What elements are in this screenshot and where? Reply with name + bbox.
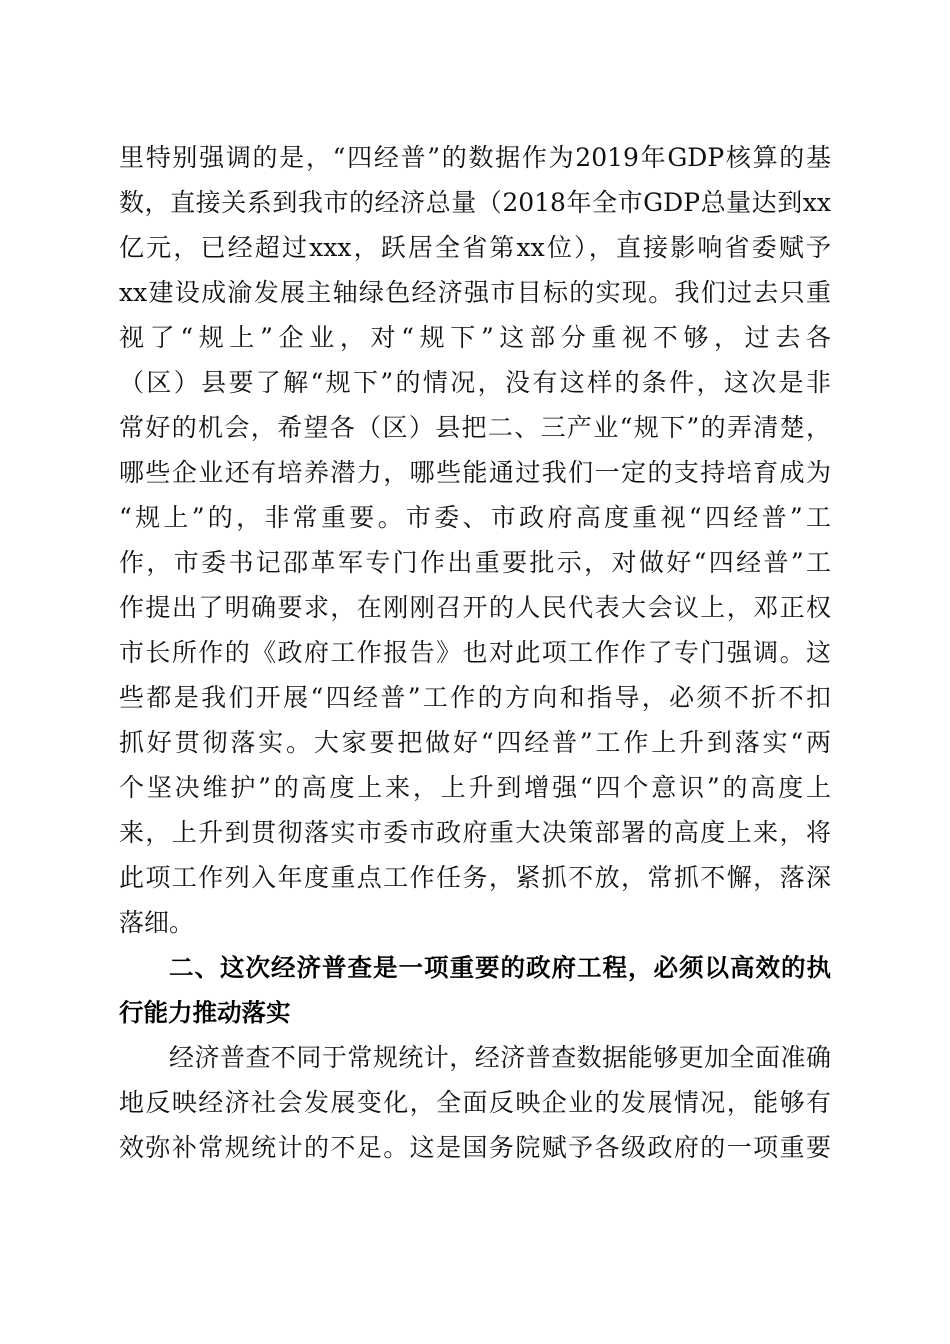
text-line: 来，上升到贯彻落实市委市政府重大决策部署的高度上来，将 xyxy=(119,818,831,847)
text-line: “规上”的，非常重要。市委、市政府高度重视“四经普”工 xyxy=(119,503,831,532)
text-line: 此项工作列入年度重点工作任务，紧抓不放，常抓不懈，落深 xyxy=(119,863,831,892)
text-line: 里特别强调的是，“四经普”的数据作为2019年GDP核算的基 xyxy=(119,143,831,172)
text-line: 作提出了明确要求，在刚刚召开的人民代表大会议上，邓正权 xyxy=(119,593,831,622)
text-line: （区）县要了解“规下”的情况，没有这样的条件，这次是非 xyxy=(119,368,831,397)
text-line: 市长所作的《政府工作报告》也对此项工作作了专门强调。这 xyxy=(119,638,831,667)
text-line: 数，直接关系到我市的经济总量（2018年全市GDP总量达到xx xyxy=(119,188,831,217)
text-line: 抓好贯彻落实。大家要把做好“四经普”工作上升到落实“两 xyxy=(119,728,831,757)
text-line: 常好的机会，希望各（区）县把二、三产业“规下”的弄清楚， xyxy=(119,413,831,442)
text-line: 些都是我们开展“四经普”工作的方向和指导，必须不折不扣 xyxy=(119,683,831,712)
text-line: 亿元，已经超过xxx，跃居全省第xx位），直接影响省委赋予 xyxy=(119,233,831,262)
text-line: 经济普查不同于常规统计，经济普查数据能够更加全面准确 xyxy=(169,1043,831,1072)
text-line: xx建设成渝发展主轴绿色经济强市目标的实现。我们过去只重 xyxy=(119,278,831,307)
section-heading: 二、这次经济普查是一项重要的政府工程，必须以高效的执 xyxy=(169,953,831,982)
text-line: 视了“规上”企业，对“规下”这部分重视不够，过去各 xyxy=(119,323,831,352)
text-line: 效弥补常规统计的不足。这是国务院赋予各级政府的一项重要 xyxy=(119,1133,831,1162)
text-line: 地反映经济社会发展变化，全面反映企业的发展情况，能够有 xyxy=(119,1088,831,1117)
section-heading: 行能力推动落实 xyxy=(119,998,291,1027)
text-line: 落细。 xyxy=(119,908,195,937)
text-line: 哪些企业还有培养潜力，哪些能通过我们一定的支持培育成为 xyxy=(119,458,831,487)
text-line: 作，市委书记邵革军专门作出重要批示，对做好“四经普”工 xyxy=(119,548,831,577)
text-line: 个坚决维护”的高度上来，上升到增强“四个意识”的高度上 xyxy=(119,773,831,802)
